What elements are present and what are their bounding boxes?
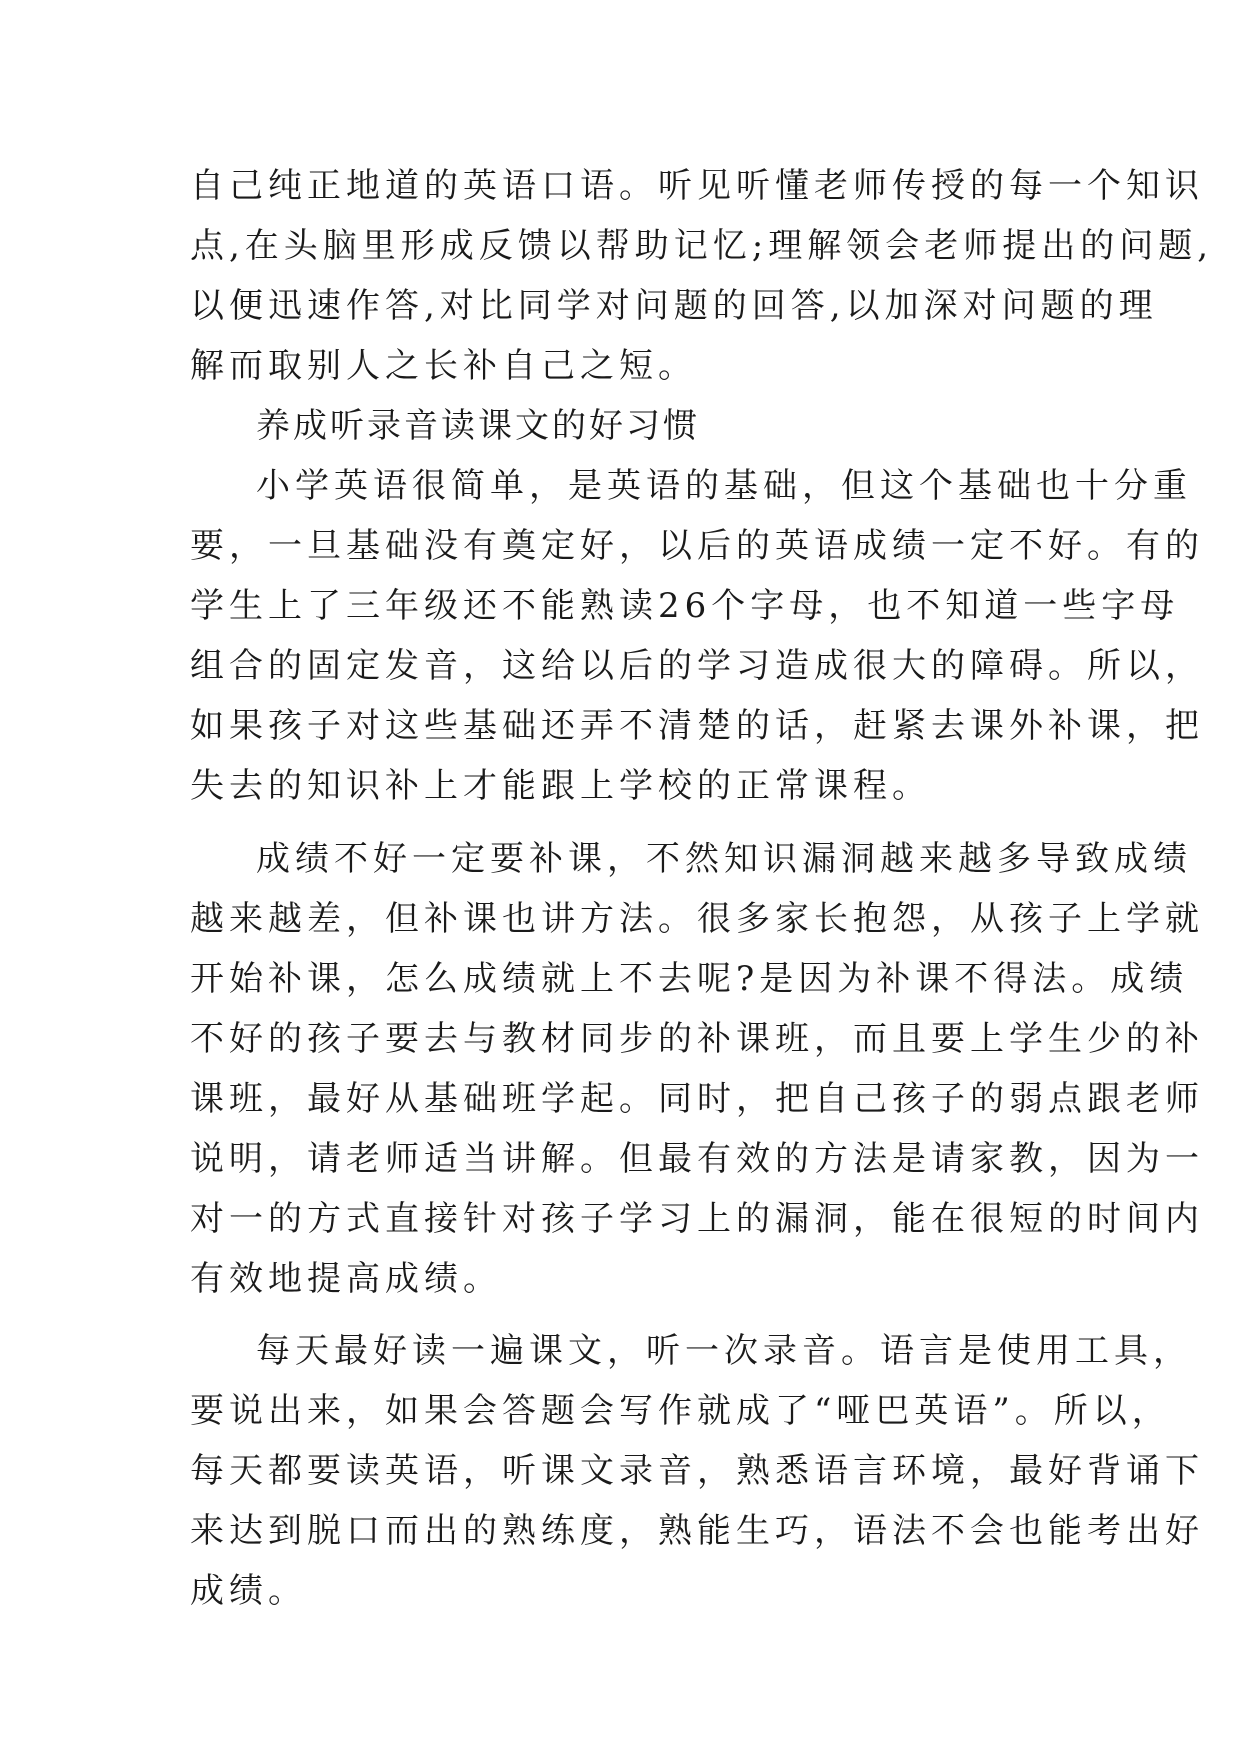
text-line: 自己纯正地道的英语口语。听见听懂老师传授的每一个知识 [190, 166, 1204, 206]
text-line: 点,在头脑里形成反馈以帮助记忆;理解领会老师提出的问题, [190, 226, 1214, 266]
text-line: 解而取别人之长补自己之短。 [190, 346, 697, 386]
text-line: 学生上了三年级还不能熟读26个字母，也不知道一些字母 [190, 586, 1180, 626]
text-line: 每天都要读英语，听课文录音，熟悉语言环境，最好背诵下 [190, 1451, 1204, 1491]
text-line: 越来越差，但补课也讲方法。很多家长抱怨，从孩子上学就 [190, 899, 1204, 939]
text-line: 不好的孩子要去与教材同步的补课班，而且要上学生少的补 [190, 1019, 1204, 1059]
text-line: 组合的固定发音，这给以后的学习造成很大的障碍。所以， [190, 646, 1204, 686]
section-heading: 养成听录音读课文的好习惯 [256, 406, 700, 446]
text-line: 开始补课，怎么成绩就上不去呢?是因为补课不得法。成绩 [190, 959, 1189, 999]
text-line: 来达到脱口而出的熟练度，熟能生巧，语法不会也能考出好 [190, 1511, 1204, 1551]
text-line: 小学英语很简单，是英语的基础，但这个基础也十分重 [256, 466, 1192, 506]
text-line: 每天最好读一遍课文，听一次录音。语言是使用工具， [256, 1331, 1192, 1371]
text-line: 成绩不好一定要补课，不然知识漏洞越来越多导致成绩 [256, 839, 1192, 879]
text-line: 成绩。 [190, 1571, 307, 1611]
text-line: 如果孩子对这些基础还弄不清楚的话，赶紧去课外补课，把 [190, 706, 1204, 746]
text-line: 有效地提高成绩。 [190, 1259, 502, 1299]
text-line: 课班，最好从基础班学起。同时，把自己孩子的弱点跟老师 [190, 1079, 1204, 1119]
text-line: 说明，请老师适当讲解。但最有效的方法是请家教，因为一 [190, 1139, 1204, 1179]
text-line: 对一的方式直接针对孩子学习上的漏洞，能在很短的时间内 [190, 1199, 1204, 1239]
text-line: 要说出来，如果会答题会写作就成了“哑巴英语”。所以， [190, 1391, 1171, 1431]
text-line: 失去的知识补上才能跟上学校的正常课程。 [190, 766, 931, 806]
text-line: 要，一旦基础没有奠定好，以后的英语成绩一定不好。有的 [190, 526, 1204, 566]
text-line: 以便迅速作答,对比同学对问题的回答,以加深对问题的理 [190, 286, 1158, 326]
